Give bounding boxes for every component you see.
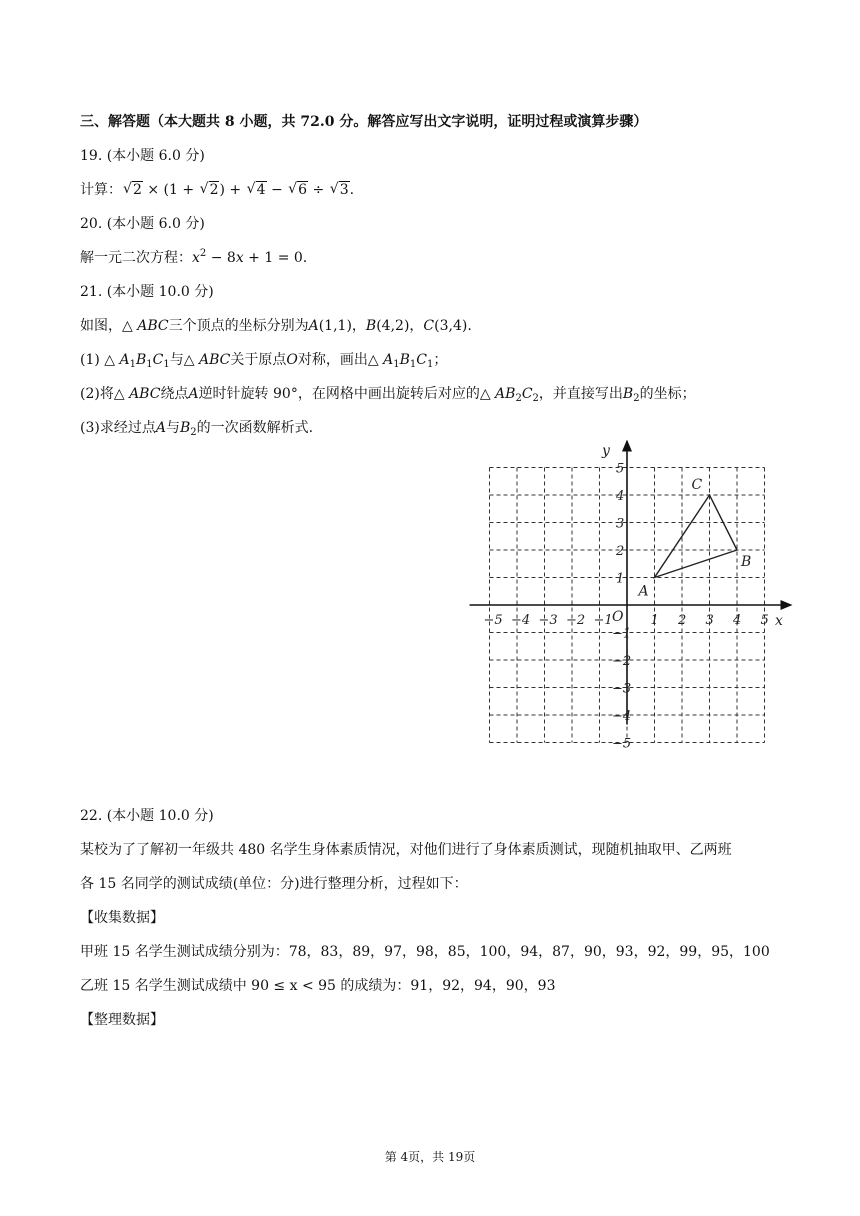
coordinate-grid-figure bbox=[462, 440, 802, 770]
class-a-scores: 甲班 15 名学生测试成绩分别为：78，83，89，97，98，85，100，94，87，90，93，92，99，95，100 bbox=[80, 944, 770, 960]
point-label-c: C bbox=[691, 477, 703, 493]
tick-labels bbox=[484, 462, 769, 752]
class-b-scores: 乙班 15 名学生测试成绩中 90 ≤ x < 95 的成绩为：91，92，94，90，93 bbox=[80, 978, 556, 994]
x-tick-label: −1 bbox=[593, 613, 613, 628]
triangle-outline bbox=[655, 495, 738, 578]
q20-prompt: 解一元二次方程： bbox=[80, 250, 192, 266]
y-tick-label: 1 bbox=[616, 571, 625, 587]
origin-label: O bbox=[612, 609, 624, 625]
q19-question bbox=[80, 180, 354, 200]
q21-intro: 如图，△ ABC三个顶点的坐标分别为A(1,1)，B(4,2)，C(3,4). bbox=[80, 318, 472, 334]
x-tick-label: 2 bbox=[678, 613, 687, 628]
q21-part2: (2)将△ ABC绕点A逆时针旋转 90°，在网格中画出旋转后对应的△ $AB_2C_2$，并直接写出$B_2$的坐标； bbox=[80, 386, 696, 404]
x-axis-arrow bbox=[781, 600, 793, 610]
page-footer: 第 4页，共 19页 bbox=[384, 1150, 476, 1164]
x-tick-label: −5 bbox=[483, 613, 503, 628]
y-tick-label: −4 bbox=[612, 709, 632, 724]
q21-header: 21. (本小题 10.0 分) bbox=[80, 284, 214, 300]
q22-header: 22. (本小题 10.0 分) bbox=[80, 808, 214, 824]
organize-data-title: 【整理数据】 bbox=[80, 1012, 164, 1028]
collect-data-title: 【收集数据】 bbox=[80, 910, 164, 926]
y-tick-label: −1 bbox=[612, 626, 632, 642]
y-tick-label: −3 bbox=[612, 681, 632, 697]
q20-expression: $x^2 - 8x + 1 = 0$. bbox=[192, 248, 308, 266]
y-tick-label: −5 bbox=[612, 736, 632, 752]
point-label-a: A bbox=[638, 583, 649, 600]
y-tick-label: −2 bbox=[612, 654, 632, 669]
y-tick-label: 4 bbox=[616, 489, 625, 504]
y-tick-label: 3 bbox=[616, 516, 625, 532]
y-axis-arrow bbox=[622, 440, 632, 452]
q22-intro-line2: 各 15 名同学的测试成绩(单位：分)进行整理分析，过程如下： bbox=[80, 876, 468, 892]
q20-question bbox=[80, 248, 307, 268]
q19-prompt: 计算： bbox=[80, 182, 122, 198]
x-tick-label: −4 bbox=[511, 613, 531, 628]
q21-part1: (1) △ $A_1B_1C_1$与△ ABC关于原点O对称，画出△ $A_1B_1C_1$； bbox=[80, 352, 448, 370]
x-tick-label: −3 bbox=[538, 613, 558, 628]
x-tick-label: 5 bbox=[760, 613, 769, 628]
q22-intro-line1: 某校为了了解初一年级共 480 名学生身体素质情况，对他们进行了身体素质测试，现随机抽取甲、乙两班 bbox=[80, 842, 732, 858]
y-tick-label: 5 bbox=[616, 461, 625, 477]
q19-header: 19. (本小题 6.0 分) bbox=[80, 148, 205, 164]
point-label-b: B bbox=[741, 554, 752, 570]
x-tick-label: 4 bbox=[733, 613, 742, 628]
q21-part3: (3)求经过点A与$B_2$的一次函数解析式. bbox=[80, 420, 314, 438]
y-axis-label: y bbox=[602, 443, 610, 459]
q19-expression: √ 2 × (1 + √ 2) + √ 4 − √ 6 ÷ √ 3. bbox=[122, 182, 354, 198]
x-tick-label: 1 bbox=[650, 613, 659, 628]
x-axis-label: x bbox=[775, 613, 783, 629]
section-title: 三、解答题（本大题共 8 小题，共 72.0 分。解答应写出文字说明，证明过程或演算步骤） bbox=[80, 114, 648, 130]
y-tick-label: 2 bbox=[616, 544, 625, 559]
x-tick-label: 3 bbox=[705, 613, 714, 628]
x-tick-label: −2 bbox=[566, 613, 586, 628]
q20-header: 20. (本小题 6.0 分) bbox=[80, 216, 205, 232]
